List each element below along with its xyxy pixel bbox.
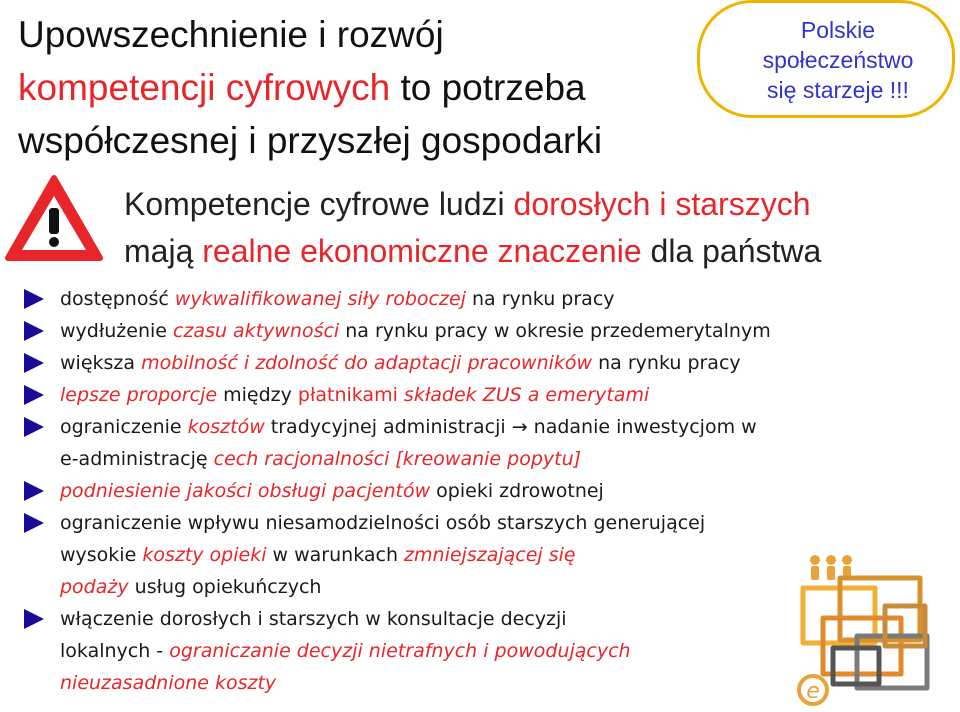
bullet-highlight: ograniczanie decyzji nietrafnych i powodujących	[169, 640, 631, 662]
subtitle-line-2	[124, 228, 944, 275]
bullet-continuation	[24, 635, 924, 667]
subtitle-l2-highlight: realne ekonomiczne znaczenie	[202, 233, 642, 269]
bullet-text: na rynku pracy	[465, 288, 615, 310]
bullet-continuation	[24, 539, 924, 571]
bullet-continuation	[24, 571, 924, 603]
callout-bubble	[697, 0, 955, 118]
bullet-item	[24, 411, 924, 443]
bullet-text: wysokie	[60, 544, 143, 566]
bullet-highlight: zmniejszającej się	[404, 544, 576, 566]
bullet-text: między	[217, 384, 298, 406]
subtitle-l2-text-b: dla państwa	[641, 233, 822, 269]
bullet-highlight: podaży	[60, 576, 129, 598]
bullet-item	[24, 475, 924, 507]
bullet-highlight: podniesienie jakości	[60, 480, 252, 502]
bullet-text: w warunkach	[266, 544, 405, 566]
bullet-continuation	[24, 667, 924, 699]
bullet-text: większa	[60, 352, 142, 374]
bullet-text: nadanie inwestycjom w	[527, 416, 757, 438]
svg-text:e: e	[806, 679, 820, 704]
bullet-highlight: kosztów	[187, 416, 265, 438]
bullet-item	[24, 379, 924, 411]
title-line-2-rest: to potrzeba	[390, 67, 586, 108]
bullet-text: ograniczenie wpływu niesamodzielności osób starszych generującej	[60, 512, 706, 534]
title-line-1: Upowszechnienie i rozwój	[18, 14, 444, 55]
bullet-list	[24, 283, 924, 699]
bullet-item	[24, 315, 924, 347]
bullet-item	[24, 507, 924, 539]
arrow-right-icon: →	[511, 416, 528, 438]
bullet-item	[24, 603, 924, 635]
subtitle	[124, 181, 944, 275]
subtitle-line-1	[124, 181, 944, 228]
bullet-highlight: nieuzasadnione koszty	[60, 672, 277, 694]
bullet-item	[24, 283, 924, 315]
callout-line-1: Polskie	[800, 17, 876, 43]
callout-line-2: społeczeństwo	[762, 47, 914, 73]
bullet-highlight: mobilność i zdolność do adaptacji pracowników	[141, 352, 593, 374]
bullet-text: wydłużenie	[60, 320, 173, 342]
title-highlight: kompetencji cyfrowych	[18, 67, 391, 108]
bullet-item	[24, 347, 924, 379]
bullet-highlight: lepsze proporcje	[60, 384, 218, 406]
bullet-highlight: składek ZUS a emerytami	[397, 384, 650, 406]
bullet-highlight: czasu aktywności	[173, 320, 340, 342]
subtitle-l1-highlight: dorosłych i starszych	[513, 186, 811, 222]
bullet-text: dostępność	[60, 288, 175, 310]
bullet-text: na rynku pracy w okresie przedemerytalnym	[339, 320, 771, 342]
bullet-text: opieki zdrowotnej	[430, 480, 604, 502]
e-inclusion-logo-icon	[795, 548, 945, 708]
bullet-text: ograniczenie	[60, 416, 188, 438]
subtitle-l2-text-a: mają	[124, 233, 203, 269]
bullet-text: tradycyjnej administracji	[264, 416, 512, 438]
page-title	[18, 8, 698, 167]
bullet-highlight: cech racjonalności [kreowanie popytu]	[213, 448, 582, 470]
callout-text	[738, 15, 938, 105]
bullet-text: usług opiekuńczych	[128, 576, 322, 598]
bullet-text: lokalnych -	[60, 640, 170, 662]
bullet-highlight: koszty opieki	[142, 544, 267, 566]
exclamation-triangle-icon	[4, 172, 104, 262]
title-line-3: współczesnej i przyszłej gospodarki	[18, 120, 603, 161]
bullet-highlight: wykwalifikowanej siły roboczej	[174, 288, 466, 310]
bullet-text: e-administrację	[60, 448, 214, 470]
bullet-text: włączenie dorosłych i starszych w konsultacje decyzji	[60, 608, 567, 630]
bullet-continuation	[24, 443, 924, 475]
title-line-2	[18, 61, 698, 114]
bullet-highlight: płatnikami	[297, 384, 398, 406]
bullet-highlight: obsługi pacjentów	[251, 480, 431, 502]
subtitle-l1-text: Kompetencje cyfrowe ludzi	[124, 186, 514, 222]
bullet-text: na rynku pracy	[592, 352, 741, 374]
callout-line-3: się starzeje !!!	[767, 77, 909, 103]
